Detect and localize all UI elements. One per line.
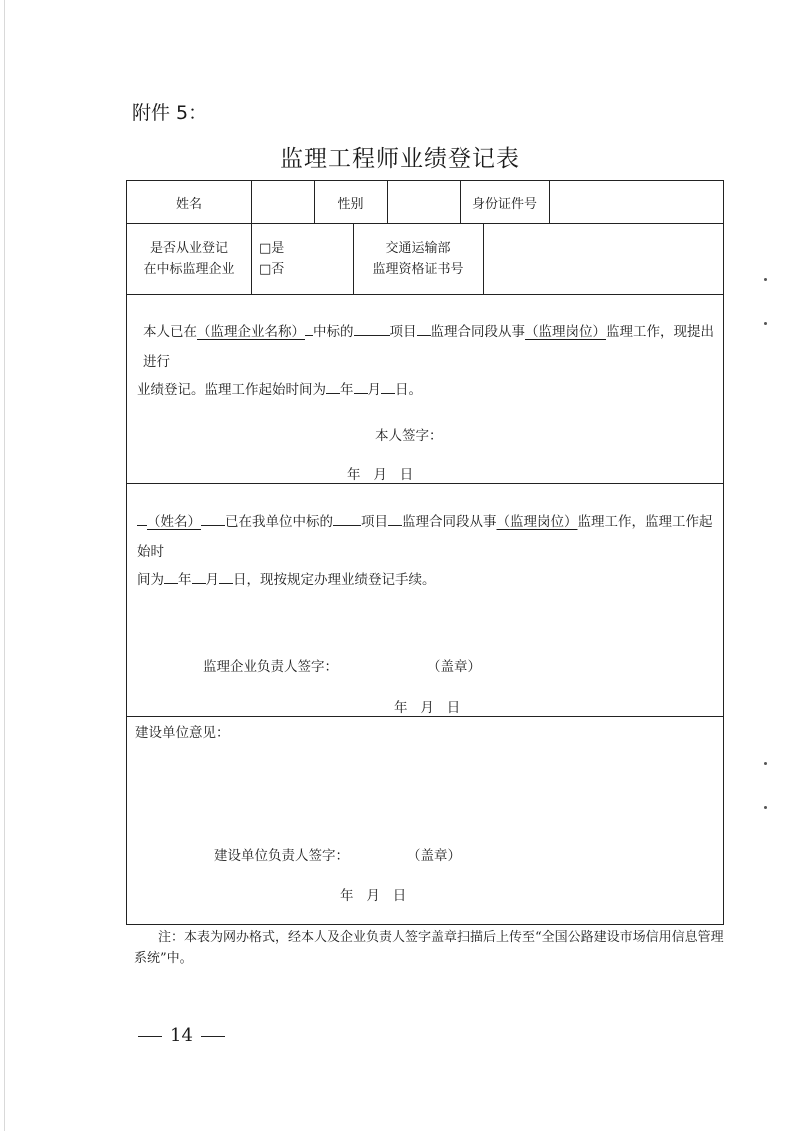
gender-label: 性别 [337, 197, 364, 212]
col-divider [251, 223, 252, 294]
company-seal-label: （盖章） [427, 659, 481, 675]
registration-label-line1: 是否从业登记 [149, 241, 228, 256]
row-divider [127, 294, 723, 295]
start-year-blank[interactable] [164, 571, 178, 584]
self-statement: 本人已在（监理企业名称） 中标的 项目 监理合同段从事（监理岗位）监理工作，现提出进行 业绩登记。监理工作起始时间为 年 月 日。 [137, 324, 714, 398]
company-signature-date: 年 月 日 [394, 700, 461, 716]
registration-options [259, 238, 284, 280]
owner-seal-label: （盖章） [407, 848, 461, 864]
row-divider [127, 483, 723, 484]
start-month-blank[interactable] [192, 571, 206, 584]
certificate-label-line2: 监理资格证书号 [372, 262, 464, 277]
owner-opinion-field[interactable] [135, 741, 715, 841]
scan-mark [764, 762, 767, 765]
id-label: 身份证件号 [471, 197, 537, 212]
id-number-field[interactable] [550, 181, 725, 223]
footnote: 注：本表为网办格式，经本人及企业负责人签字盖章扫描后上传至“全国公路建设市场信用信息管理系统”中。 [134, 930, 724, 966]
contract-blank[interactable] [388, 513, 402, 526]
self-signature-label: 本人签字： [375, 428, 443, 444]
contract-blank[interactable] [417, 323, 431, 336]
position-placeholder[interactable]: （监理岗位） [525, 324, 606, 340]
person-name-placeholder[interactable]: （姓名） [147, 514, 201, 530]
owner-opinion-label: 建设单位意见： [135, 725, 230, 741]
position-placeholder[interactable]: （监理岗位） [496, 514, 578, 530]
company-confirmation: （姓名） 已在我单位中标的 项目 监理合同段从事（监理岗位）监理工作，监理工作起始时 间为 年 月 日，现按规定办理业绩登记手续。 [137, 514, 713, 588]
project-blank[interactable] [333, 513, 361, 526]
self-signature-date: 年 月 日 [347, 467, 414, 483]
scan-mark [764, 278, 767, 281]
start-month-blank[interactable] [354, 381, 368, 394]
page-number-value: 14 [170, 1025, 193, 1046]
certificate-label-line1: 交通运输部 [385, 241, 451, 256]
project-blank[interactable] [354, 323, 390, 336]
owner-signature-label: 建设单位负责人签字： [214, 848, 349, 864]
start-year-blank[interactable] [326, 381, 340, 394]
owner-signature-date: 年 月 日 [340, 888, 407, 904]
row-divider [127, 716, 723, 717]
scan-mark [764, 806, 767, 809]
certificate-number-field[interactable] [484, 223, 724, 294]
option-no-checkbox[interactable]: □否 [259, 262, 285, 277]
registration-form [126, 180, 724, 925]
registration-label [127, 238, 251, 280]
certificate-label [353, 238, 483, 280]
gender-field[interactable] [388, 181, 460, 223]
start-day-blank[interactable] [381, 381, 395, 394]
company-signature-label: 监理企业负责人签字： [203, 659, 338, 675]
name-label: 姓名 [175, 197, 202, 212]
page-number [130, 1025, 233, 1046]
company-name-placeholder[interactable]: （监理企业名称） [197, 324, 305, 340]
option-yes-checkbox[interactable]: □是 [259, 241, 285, 256]
name-field[interactable] [252, 181, 314, 223]
registration-label-line2: 在中标监理企业 [143, 262, 235, 277]
attachment-label: 附件 5： [132, 102, 208, 124]
start-day-blank[interactable] [219, 571, 233, 584]
form-title: 监理工程师业绩登记表 [280, 146, 520, 172]
scan-mark [764, 322, 767, 325]
